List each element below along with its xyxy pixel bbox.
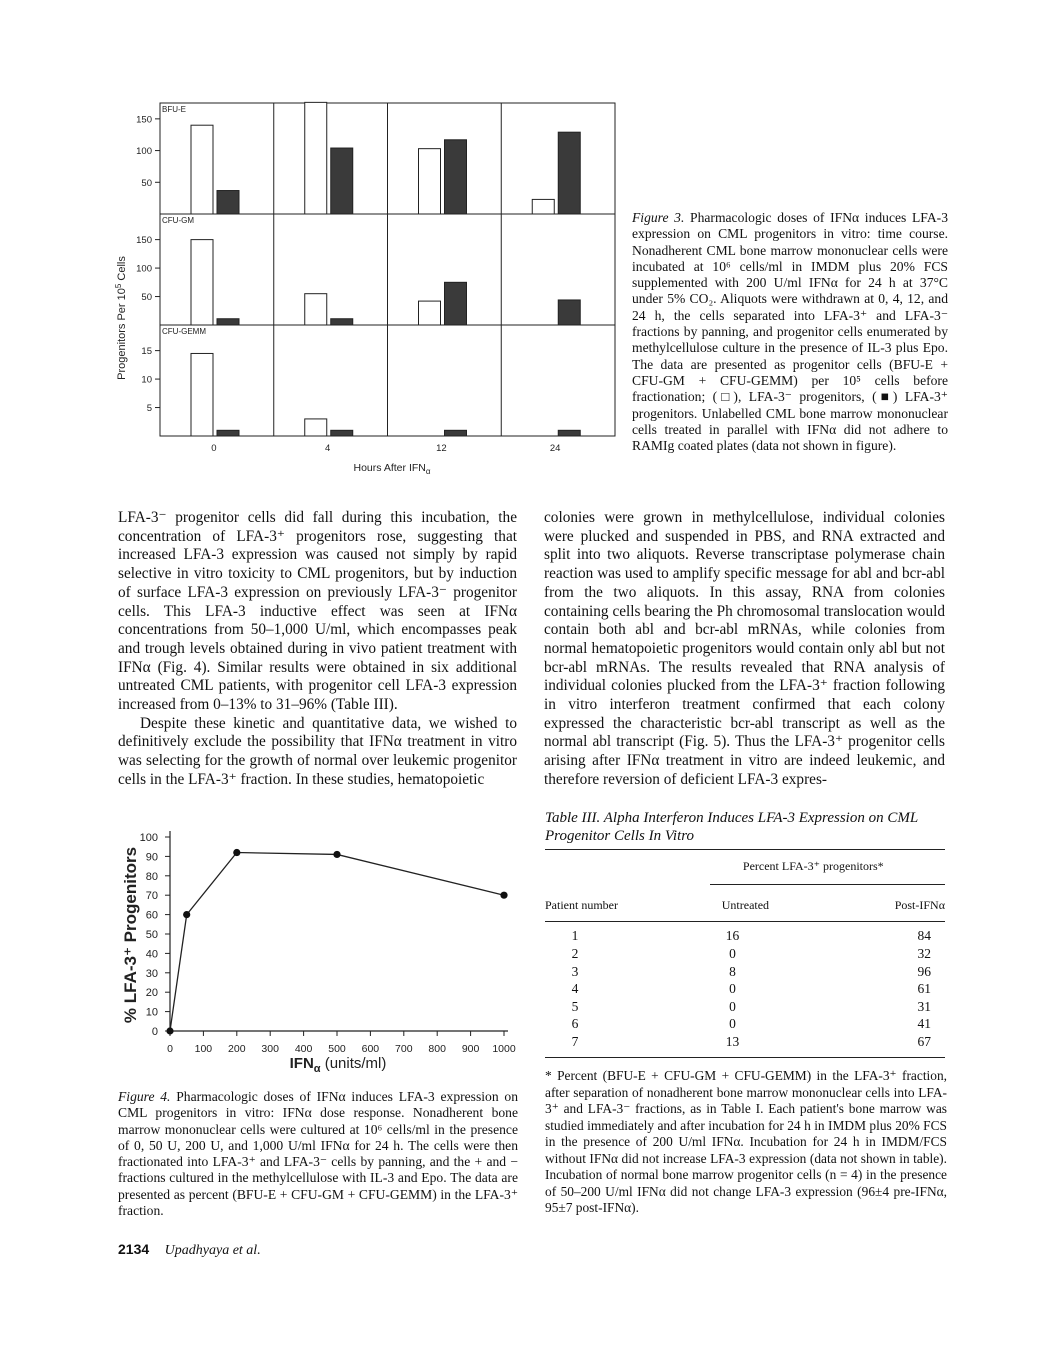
fig3-y-tick-label: 15 (141, 346, 152, 358)
figure-3-caption-text: Pharmacologic doses of IFNα induces LFA-3 expression on CML progenitors in vitro: time course. Nonadherent CML bone marrow mononuclear cells were incubated at 10⁶ cells/ml in IMDM plus 20% FCS supplemented with 200 U/ml IFNα for 24 h at 37°C under 5% CO₂. Aliquots were withdrawn at 0, 4, 12, and 24 h, the cells separated into LFA-3⁺ and LFA-3⁻ fractions by panning, and progenitor cells enumerated by methylcellulose culture in the presence of IL-3 plus Epo. The data are presented as progenitor cells (BFU-E + CFU-GM + CFU-GEMM) per 10⁵ cells before fractionation; (□), LFA-3⁻ progenitors, (■) LFA-3⁺ progenitors. Unlabelled CML bone marrow mononuclear cells treated in parallel with IFNα did not adhere to RAMIg coated plates (data not shown in figure). (632, 210, 948, 454)
fig3-panel-bfu-e (136, 102, 615, 214)
fig3-panel-label: BFU-E (162, 105, 186, 114)
fig3-bar-lfa3-negative (419, 301, 441, 325)
table-row (545, 1033, 945, 1051)
table-3-column-header: Patient number (545, 898, 618, 913)
fig4-x-tick-label: 500 (328, 1043, 346, 1055)
fig3-bar-lfa3-positive (217, 319, 239, 325)
page-number: 2134 (118, 1241, 150, 1257)
fig3-bar-lfa3-positive (558, 300, 580, 325)
figure-3-caption-title: Figure 3. (632, 210, 685, 225)
fig3-bar-lfa3-positive (331, 148, 353, 214)
table-cell: 2 (571, 945, 579, 961)
fig4-y-tick-label: 60 (145, 909, 158, 922)
table-cell: 0 (729, 981, 736, 997)
fig3-bar-lfa3-positive (558, 430, 580, 436)
table-row (545, 928, 945, 946)
fig3-bar-lfa3-negative (191, 240, 213, 325)
fig4-x-tick-label: 400 (294, 1043, 313, 1055)
fig4-x-tick-label: 1000 (492, 1043, 516, 1055)
table-cell: 8 (729, 963, 736, 979)
fig4-series-line (170, 853, 504, 1031)
table-cell: 61 (917, 981, 931, 997)
table-3-title: Table III. Alpha Interferon Induces LFA-3 Expression on CML Progenitor Cells In Vitro (545, 810, 918, 844)
figure-4-caption-title: Figure 4. (118, 1089, 171, 1104)
table-cell: 16 (725, 928, 740, 944)
figure-4-caption-text: Pharmacologic doses of IFNα induces LFA-3 expression on CML progenitors in vitro: IFNα dose response. Nonadherent bone marrow mononuclear cells were cultured at 10⁶ cells/ml in the presence of 0, 50 U, 200 U, and 1,000 U/ml IFNα for 24 h. The cells were then fractionated into LFA-3⁺ and LFA-3⁻ cells by panning, and the + and − fractions cultured in the methylcellulose with IL-3 and Epo. The data are presented as percent (BFU-E + CFU-GM + CFU-GEMM) in the LFA-3⁺ fraction. (118, 1089, 518, 1219)
table-row (545, 998, 945, 1016)
table-cell: 67 (917, 1033, 931, 1049)
fig3-bar-lfa3-positive (445, 140, 467, 214)
fig4-x-tick-label: 800 (428, 1043, 446, 1055)
table-row (545, 1016, 945, 1034)
body-text-left-column (118, 509, 517, 790)
body-paragraph: Despite these kinetic and quantitative data, we wished to definitively exclude the possibility that IFNα treatment in vitro was selecting for the growth of normal over leukemic progenitor cells in the LFA-3⁺ fraction. In these studies, hematopoietic (118, 714, 517, 788)
fig4-x-tick-label: 600 (361, 1043, 380, 1055)
fig4-x-tick-label: 0 (167, 1043, 173, 1055)
running-authors: Upadhyaya et al. (164, 1243, 261, 1258)
table-row (545, 945, 945, 963)
table-3-column-header: Untreated (721, 898, 770, 913)
table-cell: 32 (917, 945, 931, 961)
fig3-bar-lfa3-positive (558, 132, 580, 214)
fig3-panel-cfu-gemm (141, 325, 615, 436)
table-row (545, 980, 945, 998)
fig3-y-tick-label: 100 (136, 146, 152, 158)
fig3-bar-lfa3-positive (331, 430, 353, 436)
table-cell: 4 (571, 981, 579, 997)
fig3-panel-label: CFU-GM (162, 216, 194, 225)
fig4-data-point (166, 1027, 173, 1034)
fig3-y-tick-label: 100 (136, 263, 152, 275)
fig4-x-tick-label: 300 (261, 1043, 279, 1055)
fig3-bar-lfa3-positive (217, 191, 239, 214)
table-cell: 13 (725, 1033, 740, 1049)
fig3-bar-lfa3-negative (305, 294, 327, 325)
figure-4-caption (118, 1089, 518, 1219)
fig4-y-axis-label: % LFA-3⁺ Progenitors (121, 846, 140, 1024)
figure-3-bar-chart (95, 92, 625, 482)
fig3-bar-lfa3-negative (305, 102, 327, 214)
fig4-y-tick-label: 100 (139, 832, 158, 844)
table-cell: 6 (571, 1016, 579, 1032)
fig4-data-point (183, 911, 190, 918)
fig4-x-tick-label: 100 (194, 1043, 213, 1055)
table-3-group-header: Percent LFA-3⁺ progenitors* (742, 859, 884, 873)
fig3-x-tick-label: 0 (211, 443, 217, 454)
fig3-y-tick-label: 50 (141, 177, 152, 189)
table-cell: 41 (917, 1016, 931, 1032)
table-3-footnote: * Percent (BFU-E + CFU-GM + CFU-GEMM) in the LFA-3⁺ fraction, after separation of nonadherent bone marrow mononuclear cells into LFA-3⁺ and LFA-3⁻ fractions, as in Table I. Each patient's bone marrow was studied immediately and after incubation for 24 h in IMDM plus 20% FCS in the presence of 200 U/ml IFNα. Incubation for 24 h in IMDM/FCS without IFNα did not increase LFA-3 expression (data not shown in table). Incubation of normal bone marrow progenitor cells (n = 4) in the presence of 50–200 U/ml IFNα did not change LFA-3 expression (96±4 pre-IFNα, 95±7 post-IFNα). (545, 1068, 947, 1215)
fig3-x-tick-label: 24 (549, 443, 561, 454)
fig3-x-tick-label: 12 (436, 443, 447, 454)
table-cell: 1 (571, 928, 579, 944)
fig4-data-point (333, 851, 340, 858)
fig3-bar-lfa3-negative (419, 149, 441, 214)
fig4-y-tick-label: 50 (145, 929, 158, 941)
fig4-x-tick-label: 200 (228, 1043, 246, 1055)
table-3-column-header: Post-IFNα (894, 898, 945, 913)
fig3-bar-lfa3-negative (532, 199, 554, 214)
fig4-x-tick-label: 700 (395, 1043, 413, 1055)
figure-3-caption (632, 210, 948, 454)
fig3-y-tick-label: 10 (141, 374, 152, 386)
fig3-y-axis-label: Progenitors Per $10^5$ Cells (114, 256, 128, 380)
body-text-right-column (544, 509, 945, 790)
fig3-panel-label: CFU-GEMM (162, 327, 206, 336)
page-footer (118, 1241, 261, 1259)
fig3-x-tick-label: 4 (324, 443, 331, 454)
fig3-y-tick-label: 150 (136, 114, 152, 126)
fig4-y-tick-label: 40 (145, 948, 158, 961)
table-cell: 0 (729, 998, 736, 1014)
fig3-bar-lfa3-positive (445, 430, 467, 436)
fig4-data-point (233, 849, 240, 856)
fig3-bar-lfa3-positive (217, 430, 239, 436)
fig4-y-tick-label: 80 (145, 870, 158, 883)
fig3-y-tick-label: 50 (141, 292, 152, 304)
fig4-y-tick-label: 0 (151, 1026, 158, 1038)
fig3-y-tick-label: 150 (136, 235, 152, 247)
fig4-y-tick-label: 70 (145, 890, 158, 903)
table-cell: 84 (917, 928, 931, 944)
body-paragraph: LFA-3⁻ progenitor cells did fall during this incubation, the concentration of LFA-3⁺ progenitors rose, suggesting that increased LFA-3 expression was caused not simply by rapid selective in vitro toxicity to CML progenitors, but by induction of surface LFA-3 expression on previously LFA-3⁻ progenitor cells. This LFA-3 inductive effect was seen at IFNα concentrations from 50–1,000 U/ml, which encompasses peak and trough levels obtained during in vivo patient treatment with IFNα (Fig. 4). Similar results were obtained in six additional untreated CML patients, with progenitor cell LFA-3 expression increased from 0–13% to 31–96% (Table III). (118, 509, 517, 714)
fig4-x-tick-label: 900 (461, 1043, 480, 1055)
fig3-bar-lfa3-negative (191, 353, 213, 436)
table-row (545, 963, 945, 981)
fig3-bar-lfa3-negative (305, 419, 327, 436)
table-cell: 0 (729, 1016, 736, 1032)
fig4-y-tick-label: 10 (145, 1006, 158, 1019)
fig3-x-axis-label: Hours After $IFN_\alpha$ (353, 462, 431, 476)
fig4-data-point (500, 892, 507, 899)
table-cell: 5 (571, 998, 579, 1014)
fig3-bar-lfa3-positive (331, 319, 353, 325)
fig3-bar-lfa3-negative (191, 125, 213, 214)
table-cell: 31 (917, 998, 931, 1014)
fig4-y-tick-label: 90 (145, 851, 158, 864)
fig3-panel-cfu-gm (136, 214, 615, 325)
body-paragraph: colonies were grown in methylcellulose, individual colonies were plucked and suspended in PBS, and RNA extracted and split into two aliquots. Reverse transcriptase polymerase chain reaction was used to amplify specific message for abl and bcr-abl from the two aliquots. In this assay, RNA from colonies containing cells bearing the Ph chromosomal translocation would contain both abl and bcr-abl mRNAs, while colonies from normal hematopoietic progenitors would contain only abl but not bcr-abl mRNAs. The results revealed that RNA analysis of individual colonies plucked from the LFA-3⁺ fraction following in vitro interferon treatment confirmed that each colony expressed the characteristic bcr-abl transcript as well as the normal abl transcript (Fig. 5). Thus the LFA-3⁺ progenitor cells arising after IFNα treatment in vitro are indeed leukemic, and therefore reversion of deficient LFA-3 expres- (544, 509, 945, 788)
table-cell: 3 (571, 963, 579, 979)
fig3-y-tick-label: 5 (146, 403, 152, 415)
table-3 (545, 849, 945, 1058)
fig4-x-axis-label: $IFN_\alpha$ (units/ml) (289, 1055, 387, 1075)
fig4-y-tick-label: 20 (145, 987, 158, 1000)
figure-4-line-chart (108, 825, 528, 1080)
table-cell: 96 (917, 963, 931, 979)
fig3-bar-lfa3-positive (445, 282, 467, 325)
fig4-y-tick-label: 30 (145, 967, 158, 980)
table-cell: 7 (571, 1033, 579, 1049)
table-cell: 0 (729, 945, 736, 961)
